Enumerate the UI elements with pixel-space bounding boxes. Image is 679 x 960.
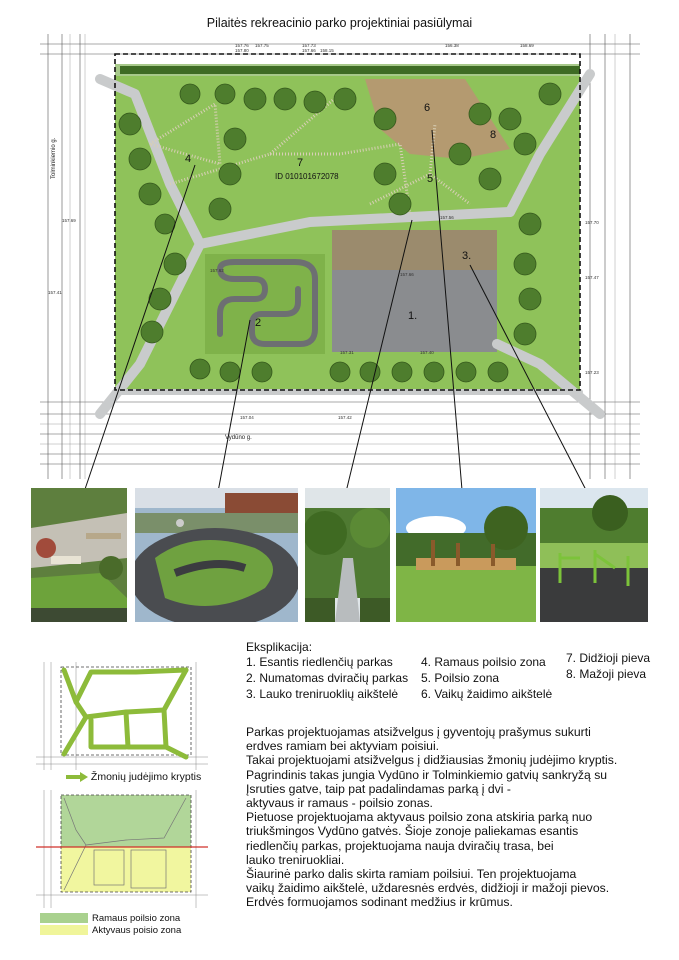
zone-label-8: 8 — [490, 129, 497, 141]
survey-mark: 157.73 — [302, 43, 316, 48]
parcel-id: ID 010101672078 — [275, 172, 339, 181]
zone-legend-quiet: Ramaus poilsio zona — [92, 913, 181, 924]
outdoor-gym-photo — [540, 488, 648, 622]
zone-label-4: 4 — [185, 153, 192, 165]
description-line: Šiaurinė parko dalis skirta ramiam poilsiui. Ten projektuojama — [246, 867, 577, 882]
survey-mark: 157.66 — [400, 272, 414, 277]
description-text — [246, 725, 646, 910]
survey-mark: 157.40 — [420, 350, 434, 355]
movement-legend — [66, 771, 201, 783]
survey-mark: 157.41 — [48, 290, 62, 295]
photo-playground — [396, 488, 536, 622]
description-line: vaikų žaidimo aikštelė, uždaresnės erdvės, didžioji ir mažoji pievos. — [246, 881, 610, 896]
legend-item: 1. Esantis riedlenčių parkas — [246, 655, 393, 669]
survey-mark: 156.38 — [445, 43, 459, 48]
survey-mark: 157.69 — [62, 218, 76, 223]
legend-item: 2. Numatomas dviračių parkas — [246, 671, 409, 685]
description-line: Erdvės formuojamos sodinant medžius ir krūmus. — [246, 895, 513, 910]
survey-mark: 157.66 — [302, 48, 316, 53]
survey-mark: 157.42 — [338, 415, 352, 420]
description-line: Takai projektuojami atsižvelgus į didžiausias žmonių judėjimo kryptis. — [246, 753, 618, 768]
garden-path-photo — [305, 488, 390, 622]
hedge-row — [120, 66, 580, 74]
survey-mark: 158.15 — [320, 48, 334, 53]
zone-label-3: 3. — [462, 250, 472, 262]
legend-column-2 — [421, 654, 552, 702]
legend-item: 4. Ramaus poilsio zona — [421, 655, 546, 669]
quiet-zone-area — [61, 795, 191, 847]
legend-item: 8. Mažoji pieva — [566, 667, 647, 681]
legend-item: 3. Lauko treniruoklių aikštelė — [246, 687, 399, 701]
survey-mark: 157.75 — [255, 43, 269, 48]
movement-legend-label: Žmonių judėjimo kryptis — [90, 771, 202, 783]
pump-track-photo — [135, 488, 298, 622]
description-line: Pagrindinis takas jungia Vydūno ir Tolminkiemio gatvių sankryžą su — [246, 767, 608, 782]
zone-label-7: 7 — [297, 157, 304, 169]
description-line: Parkas projektuojamas atsižvelgus į gyventojų prašymus sukurti — [246, 725, 591, 739]
quiet-zone-swatch — [40, 913, 88, 923]
active-zone-swatch — [40, 925, 88, 935]
outdoor-gym-area — [332, 230, 497, 270]
description-line: lauko treniruokliai. — [246, 852, 345, 867]
legend-column-1 — [246, 654, 408, 702]
survey-mark: 157.70 — [585, 220, 599, 225]
zoning-diagram — [36, 790, 208, 908]
description-line: erdves ramiam bei aktyviam poisiui. — [246, 739, 440, 754]
legend-item: 6. Vaikų žaidimo aikštelė — [421, 687, 553, 701]
survey-mark: 158.69 — [520, 43, 534, 48]
playground-photo — [396, 488, 536, 622]
green-arrow-icon — [66, 772, 88, 782]
zone-label-5: 5 — [427, 173, 434, 185]
description-line: Įsruties gatve, taip pat padalindamas parką į dvi - — [246, 781, 511, 796]
site-plan — [40, 34, 640, 479]
survey-mark: 157.31 — [340, 350, 354, 355]
survey-mark: 157.04 — [240, 415, 254, 420]
legend-item: 7. Didžioji pieva — [566, 651, 651, 665]
survey-mark: 157.76 — [235, 43, 249, 48]
photo-outdoor-gym — [540, 488, 648, 622]
zone-legend — [40, 913, 181, 937]
zone-label-2: 2 — [255, 317, 262, 329]
street-label-vyduno: Vydūno g. — [225, 435, 252, 441]
survey-mark: 157.23 — [585, 370, 599, 375]
survey-mark: 157.62 — [210, 268, 224, 273]
legend-item: 5. Poilsio zona — [421, 671, 500, 685]
photo-garden-path — [305, 488, 390, 622]
description-line: riedlenčių parkas, projektuojama nauja dviračių trasa, bei — [246, 838, 554, 853]
description-line: Pietuose projektuojama aktyvaus poilsio zona atskiria parką nuo — [246, 810, 593, 825]
zone-legend-active: Aktyvaus poisio zona — [92, 925, 182, 936]
street-label-tolminkiemio: Tolminkiemio g. — [51, 137, 57, 179]
landscaped-rest-area-photo — [31, 488, 127, 622]
survey-mark: 157.47 — [585, 275, 599, 280]
description-line: triukšmingos Vydūno gatvės. Šioje zonoje paliekamas esantis — [246, 824, 579, 839]
photo-quiet-zone — [31, 488, 127, 622]
active-zone-area — [61, 847, 191, 892]
zone-label-1: 1. — [408, 310, 418, 322]
survey-mark: 157.56 — [440, 215, 454, 220]
movement-diagram — [36, 662, 208, 770]
zone-label-6: 6 — [424, 102, 431, 114]
legend-heading: Eksplikacija: — [246, 640, 313, 654]
legend-column-3 — [566, 650, 650, 682]
survey-mark: 157.80 — [235, 48, 249, 53]
photo-pump-track — [135, 488, 298, 622]
description-line: aktyvaus ir ramaus - poilsio zonas. — [246, 796, 433, 811]
page-title: Pilaitės rekreacinio parko projektiniai pasiūlymai — [206, 16, 473, 30]
